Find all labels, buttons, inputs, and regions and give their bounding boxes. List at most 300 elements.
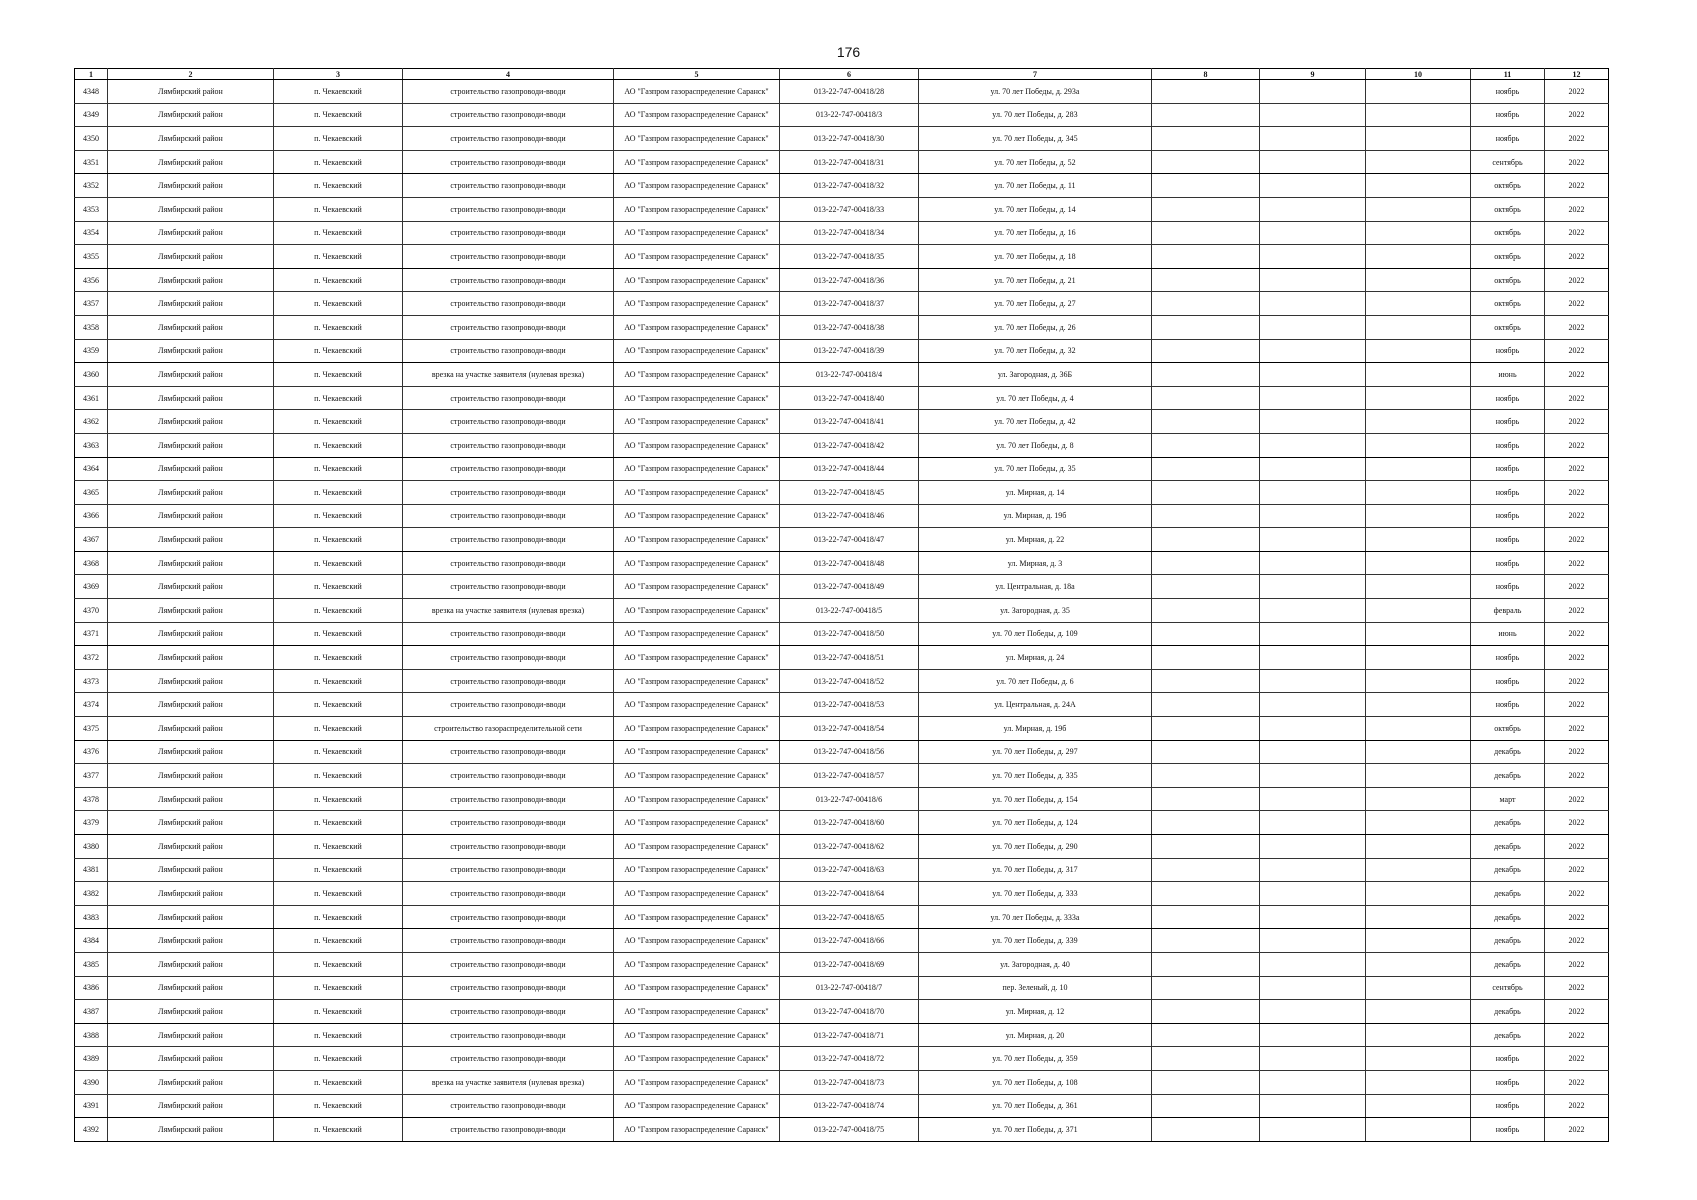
cell-work-type: строительство газопроводи-вводи <box>403 669 614 693</box>
cell-work-type: строительство газопроводи-вводи <box>403 976 614 1000</box>
cell-district: Лямбирский район <box>108 528 274 552</box>
cell-contract-number: 013-22-747-00418/41 <box>780 410 919 434</box>
column-header-4: 4 <box>403 69 614 80</box>
cell-settlement: п. Чекаевский <box>274 80 403 104</box>
cell-col-9 <box>1260 1118 1366 1142</box>
cell-organization: АО "Газпром газораспределение Саранск" <box>614 551 780 575</box>
cell-work-type: строительство газораспределительной сети <box>403 717 614 741</box>
cell-col-8 <box>1152 551 1260 575</box>
cell-col-10 <box>1366 1118 1471 1142</box>
cell-address: ул. 70 лет Победы, д. 333а <box>919 905 1152 929</box>
table-row <box>75 1094 1609 1118</box>
cell-address: ул. Центральная, д. 18а <box>919 575 1152 599</box>
cell-year: 2022 <box>1545 174 1609 198</box>
cell-organization: АО "Газпром газораспределение Саранск" <box>614 575 780 599</box>
cell-settlement: п. Чекаевский <box>274 103 403 127</box>
cell-settlement: п. Чекаевский <box>274 740 403 764</box>
column-header-12: 12 <box>1545 69 1609 80</box>
cell-settlement: п. Чекаевский <box>274 433 403 457</box>
cell-col-10 <box>1366 929 1471 953</box>
cell-organization: АО "Газпром газораспределение Саранск" <box>614 268 780 292</box>
cell-settlement: п. Чекаевский <box>274 575 403 599</box>
cell-organization: АО "Газпром газораспределение Саранск" <box>614 740 780 764</box>
cell-col-8 <box>1152 882 1260 906</box>
cell-row-number: 4353 <box>75 197 108 221</box>
table-row <box>75 575 1609 599</box>
cell-organization: АО "Газпром газораспределение Саранск" <box>614 882 780 906</box>
cell-settlement: п. Чекаевский <box>274 386 403 410</box>
cell-organization: АО "Газпром газораспределение Саранск" <box>614 1047 780 1071</box>
cell-district: Лямбирский район <box>108 292 274 316</box>
cell-year: 2022 <box>1545 103 1609 127</box>
cell-contract-number: 013-22-747-00418/32 <box>780 174 919 198</box>
cell-col-8 <box>1152 363 1260 387</box>
cell-address: ул. Мирная, д. 22 <box>919 528 1152 552</box>
cell-col-10 <box>1366 1000 1471 1024</box>
cell-organization: АО "Газпром газораспределение Саранск" <box>614 245 780 269</box>
cell-col-10 <box>1366 976 1471 1000</box>
cell-month: февраль <box>1471 599 1545 623</box>
cell-settlement: п. Чекаевский <box>274 245 403 269</box>
cell-col-10 <box>1366 433 1471 457</box>
cell-address: ул. 70 лет Победы, д. 317 <box>919 858 1152 882</box>
cell-contract-number: 013-22-747-00418/36 <box>780 268 919 292</box>
cell-contract-number: 013-22-747-00418/53 <box>780 693 919 717</box>
cell-contract-number: 013-22-747-00418/75 <box>780 1118 919 1142</box>
cell-settlement: п. Чекаевский <box>274 174 403 198</box>
table-row <box>75 481 1609 505</box>
cell-row-number: 4383 <box>75 905 108 929</box>
cell-col-10 <box>1366 669 1471 693</box>
cell-col-9 <box>1260 551 1366 575</box>
cell-year: 2022 <box>1545 221 1609 245</box>
cell-contract-number: 013-22-747-00418/39 <box>780 339 919 363</box>
cell-row-number: 4357 <box>75 292 108 316</box>
cell-district: Лямбирский район <box>108 433 274 457</box>
cell-district: Лямбирский район <box>108 622 274 646</box>
cell-col-9 <box>1260 504 1366 528</box>
cell-organization: АО "Газпром газораспределение Саранск" <box>614 1094 780 1118</box>
cell-row-number: 4371 <box>75 622 108 646</box>
cell-address: ул. 70 лет Победы, д. 109 <box>919 622 1152 646</box>
cell-month: декабрь <box>1471 952 1545 976</box>
cell-address: ул. 70 лет Победы, д. 297 <box>919 740 1152 764</box>
cell-col-9 <box>1260 150 1366 174</box>
cell-month: ноябрь <box>1471 433 1545 457</box>
cell-year: 2022 <box>1545 858 1609 882</box>
cell-work-type: строительство газопроводи-вводи <box>403 457 614 481</box>
cell-work-type: врезка на участке заявителя (нулевая врезка) <box>403 599 614 623</box>
cell-month: июнь <box>1471 363 1545 387</box>
cell-col-9 <box>1260 386 1366 410</box>
cell-row-number: 4386 <box>75 976 108 1000</box>
cell-row-number: 4369 <box>75 575 108 599</box>
cell-district: Лямбирский район <box>108 669 274 693</box>
cell-contract-number: 013-22-747-00418/30 <box>780 127 919 151</box>
cell-address: ул. 70 лет Победы, д. 371 <box>919 1118 1152 1142</box>
table-row <box>75 528 1609 552</box>
cell-settlement: п. Чекаевский <box>274 976 403 1000</box>
cell-contract-number: 013-22-747-00418/38 <box>780 315 919 339</box>
cell-organization: АО "Газпром газораспределение Саранск" <box>614 905 780 929</box>
cell-col-10 <box>1366 339 1471 363</box>
cell-contract-number: 013-22-747-00418/5 <box>780 599 919 623</box>
cell-col-10 <box>1366 103 1471 127</box>
cell-row-number: 4382 <box>75 882 108 906</box>
cell-address: ул. Мирная, д. 3 <box>919 551 1152 575</box>
cell-district: Лямбирский район <box>108 905 274 929</box>
cell-year: 2022 <box>1545 339 1609 363</box>
cell-settlement: п. Чекаевский <box>274 717 403 741</box>
cell-year: 2022 <box>1545 1118 1609 1142</box>
table-row <box>75 410 1609 434</box>
cell-settlement: п. Чекаевский <box>274 268 403 292</box>
cell-col-10 <box>1366 905 1471 929</box>
cell-month: октябрь <box>1471 197 1545 221</box>
cell-year: 2022 <box>1545 1047 1609 1071</box>
cell-col-8 <box>1152 693 1260 717</box>
cell-col-9 <box>1260 457 1366 481</box>
cell-address: ул. 70 лет Победы, д. 27 <box>919 292 1152 316</box>
cell-year: 2022 <box>1545 952 1609 976</box>
cell-work-type: строительство газопроводи-вводи <box>403 1047 614 1071</box>
cell-district: Лямбирский район <box>108 363 274 387</box>
cell-organization: АО "Газпром газораспределение Саранск" <box>614 764 780 788</box>
cell-contract-number: 013-22-747-00418/4 <box>780 363 919 387</box>
cell-month: декабрь <box>1471 882 1545 906</box>
cell-district: Лямбирский район <box>108 386 274 410</box>
cell-col-10 <box>1366 197 1471 221</box>
cell-col-9 <box>1260 952 1366 976</box>
cell-contract-number: 013-22-747-00418/50 <box>780 622 919 646</box>
cell-col-8 <box>1152 1000 1260 1024</box>
column-header-11: 11 <box>1471 69 1545 80</box>
cell-month: декабрь <box>1471 1000 1545 1024</box>
cell-contract-number: 013-22-747-00418/45 <box>780 481 919 505</box>
table-row <box>75 339 1609 363</box>
cell-month: сентябрь <box>1471 150 1545 174</box>
cell-col-10 <box>1366 504 1471 528</box>
cell-row-number: 4389 <box>75 1047 108 1071</box>
table-body <box>75 80 1609 1142</box>
cell-contract-number: 013-22-747-00418/34 <box>780 221 919 245</box>
cell-col-10 <box>1366 764 1471 788</box>
cell-year: 2022 <box>1545 811 1609 835</box>
cell-contract-number: 013-22-747-00418/28 <box>780 80 919 104</box>
cell-col-8 <box>1152 717 1260 741</box>
cell-month: ноябрь <box>1471 646 1545 670</box>
cell-month: декабрь <box>1471 764 1545 788</box>
register-table <box>74 68 1609 1142</box>
table-row <box>75 929 1609 953</box>
cell-col-9 <box>1260 599 1366 623</box>
cell-row-number: 4350 <box>75 127 108 151</box>
cell-work-type: строительство газопроводи-вводи <box>403 1000 614 1024</box>
cell-col-8 <box>1152 528 1260 552</box>
cell-col-10 <box>1366 646 1471 670</box>
cell-settlement: п. Чекаевский <box>274 457 403 481</box>
cell-district: Лямбирский район <box>108 1047 274 1071</box>
cell-work-type: строительство газопроводи-вводи <box>403 150 614 174</box>
cell-address: ул. 70 лет Победы, д. 339 <box>919 929 1152 953</box>
cell-address: ул. 70 лет Победы, д. 4 <box>919 386 1152 410</box>
cell-work-type: строительство газопроводи-вводи <box>403 693 614 717</box>
cell-year: 2022 <box>1545 410 1609 434</box>
cell-contract-number: 013-22-747-00418/46 <box>780 504 919 528</box>
cell-col-8 <box>1152 174 1260 198</box>
cell-settlement: п. Чекаевский <box>274 1094 403 1118</box>
table-row <box>75 717 1609 741</box>
cell-col-8 <box>1152 150 1260 174</box>
cell-col-8 <box>1152 197 1260 221</box>
cell-contract-number: 013-22-747-00418/63 <box>780 858 919 882</box>
cell-work-type: строительство газопроводи-вводи <box>403 127 614 151</box>
cell-col-8 <box>1152 1118 1260 1142</box>
cell-settlement: п. Чекаевский <box>274 221 403 245</box>
cell-district: Лямбирский район <box>108 80 274 104</box>
cell-contract-number: 013-22-747-00418/49 <box>780 575 919 599</box>
cell-col-8 <box>1152 127 1260 151</box>
column-header-3: 3 <box>274 69 403 80</box>
cell-organization: АО "Газпром газораспределение Саранск" <box>614 150 780 174</box>
cell-contract-number: 013-22-747-00418/51 <box>780 646 919 670</box>
cell-month: ноябрь <box>1471 1047 1545 1071</box>
cell-district: Лямбирский район <box>108 504 274 528</box>
cell-district: Лямбирский район <box>108 339 274 363</box>
cell-year: 2022 <box>1545 315 1609 339</box>
cell-col-8 <box>1152 221 1260 245</box>
cell-col-8 <box>1152 245 1260 269</box>
cell-year: 2022 <box>1545 575 1609 599</box>
cell-district: Лямбирский район <box>108 174 274 198</box>
cell-settlement: п. Чекаевский <box>274 528 403 552</box>
cell-col-9 <box>1260 433 1366 457</box>
cell-organization: АО "Газпром газораспределение Саранск" <box>614 386 780 410</box>
cell-organization: АО "Газпром газораспределение Саранск" <box>614 127 780 151</box>
cell-work-type: строительство газопроводи-вводи <box>403 929 614 953</box>
cell-work-type: строительство газопроводи-вводи <box>403 410 614 434</box>
page-number: 176 <box>836 44 861 60</box>
cell-address: ул. 70 лет Победы, д. 335 <box>919 764 1152 788</box>
cell-district: Лямбирский район <box>108 268 274 292</box>
table-row <box>75 952 1609 976</box>
cell-organization: АО "Газпром газораспределение Саранск" <box>614 1023 780 1047</box>
cell-address: ул. Мирная, д. 14 <box>919 481 1152 505</box>
cell-col-9 <box>1260 315 1366 339</box>
cell-organization: АО "Газпром газораспределение Саранск" <box>614 481 780 505</box>
table-row <box>75 1047 1609 1071</box>
column-header-7: 7 <box>919 69 1152 80</box>
cell-organization: АО "Газпром газораспределение Саранск" <box>614 315 780 339</box>
cell-address: ул. Мирная, д. 19б <box>919 504 1152 528</box>
cell-col-10 <box>1366 599 1471 623</box>
column-header-2: 2 <box>108 69 274 80</box>
cell-col-9 <box>1260 976 1366 1000</box>
cell-year: 2022 <box>1545 504 1609 528</box>
cell-month: декабрь <box>1471 905 1545 929</box>
cell-settlement: п. Чекаевский <box>274 504 403 528</box>
cell-year: 2022 <box>1545 717 1609 741</box>
cell-col-8 <box>1152 622 1260 646</box>
cell-row-number: 4379 <box>75 811 108 835</box>
cell-address: пер. Зеленый, д. 10 <box>919 976 1152 1000</box>
cell-row-number: 4388 <box>75 1023 108 1047</box>
cell-row-number: 4359 <box>75 339 108 363</box>
cell-col-10 <box>1366 1047 1471 1071</box>
cell-address: ул. 70 лет Победы, д. 16 <box>919 221 1152 245</box>
cell-district: Лямбирский район <box>108 197 274 221</box>
cell-month: декабрь <box>1471 929 1545 953</box>
cell-work-type: строительство газопроводи-вводи <box>403 882 614 906</box>
cell-year: 2022 <box>1545 693 1609 717</box>
cell-col-9 <box>1260 693 1366 717</box>
cell-month: ноябрь <box>1471 1070 1545 1094</box>
table-row <box>75 80 1609 104</box>
cell-organization: АО "Газпром газораспределение Саранск" <box>614 646 780 670</box>
cell-work-type: врезка на участке заявителя (нулевая врезка) <box>403 363 614 387</box>
cell-settlement: п. Чекаевский <box>274 599 403 623</box>
cell-district: Лямбирский район <box>108 787 274 811</box>
cell-address: ул. Мирная, д. 24 <box>919 646 1152 670</box>
cell-month: октябрь <box>1471 717 1545 741</box>
cell-col-8 <box>1152 811 1260 835</box>
cell-col-8 <box>1152 410 1260 434</box>
cell-settlement: п. Чекаевский <box>274 292 403 316</box>
cell-col-9 <box>1260 221 1366 245</box>
cell-col-8 <box>1152 669 1260 693</box>
table-row <box>75 504 1609 528</box>
cell-work-type: строительство газопроводи-вводи <box>403 764 614 788</box>
cell-row-number: 4391 <box>75 1094 108 1118</box>
cell-row-number: 4384 <box>75 929 108 953</box>
cell-col-10 <box>1366 858 1471 882</box>
cell-address: ул. 70 лет Победы, д. 42 <box>919 410 1152 434</box>
cell-col-9 <box>1260 740 1366 764</box>
table-row <box>75 127 1609 151</box>
cell-contract-number: 013-22-747-00418/60 <box>780 811 919 835</box>
cell-year: 2022 <box>1545 457 1609 481</box>
cell-address: ул. 70 лет Победы, д. 345 <box>919 127 1152 151</box>
cell-address: ул. Загородная, д. 35 <box>919 599 1152 623</box>
cell-month: ноябрь <box>1471 669 1545 693</box>
cell-col-9 <box>1260 1000 1366 1024</box>
table-row <box>75 1000 1609 1024</box>
cell-address: ул. Мирная, д. 20 <box>919 1023 1152 1047</box>
cell-district: Лямбирский район <box>108 1094 274 1118</box>
cell-work-type: строительство газопроводи-вводи <box>403 80 614 104</box>
cell-month: декабрь <box>1471 1023 1545 1047</box>
cell-year: 2022 <box>1545 622 1609 646</box>
cell-col-8 <box>1152 835 1260 859</box>
cell-col-10 <box>1366 127 1471 151</box>
cell-month: ноябрь <box>1471 528 1545 552</box>
cell-address: ул. Центральная, д. 24А <box>919 693 1152 717</box>
cell-year: 2022 <box>1545 292 1609 316</box>
cell-col-8 <box>1152 1047 1260 1071</box>
cell-contract-number: 013-22-747-00418/69 <box>780 952 919 976</box>
cell-year: 2022 <box>1545 669 1609 693</box>
cell-contract-number: 013-22-747-00418/48 <box>780 551 919 575</box>
cell-month: ноябрь <box>1471 127 1545 151</box>
cell-row-number: 4354 <box>75 221 108 245</box>
cell-col-9 <box>1260 481 1366 505</box>
cell-organization: АО "Газпром газораспределение Саранск" <box>614 693 780 717</box>
cell-address: ул. 70 лет Победы, д. 283 <box>919 103 1152 127</box>
cell-row-number: 4351 <box>75 150 108 174</box>
cell-district: Лямбирский район <box>108 481 274 505</box>
cell-month: ноябрь <box>1471 386 1545 410</box>
cell-col-9 <box>1260 622 1366 646</box>
cell-address: ул. 70 лет Победы, д. 52 <box>919 150 1152 174</box>
cell-col-8 <box>1152 481 1260 505</box>
cell-month: ноябрь <box>1471 481 1545 505</box>
cell-work-type: строительство газопроводи-вводи <box>403 811 614 835</box>
cell-settlement: п. Чекаевский <box>274 1070 403 1094</box>
table-row <box>75 363 1609 387</box>
cell-col-9 <box>1260 1023 1366 1047</box>
cell-organization: АО "Газпром газораспределение Саранск" <box>614 1118 780 1142</box>
cell-month: июнь <box>1471 622 1545 646</box>
table-row <box>75 1070 1609 1094</box>
cell-organization: АО "Газпром газораспределение Саранск" <box>614 433 780 457</box>
cell-col-9 <box>1260 1094 1366 1118</box>
cell-col-9 <box>1260 363 1366 387</box>
cell-row-number: 4387 <box>75 1000 108 1024</box>
cell-work-type: строительство газопроводи-вводи <box>403 1094 614 1118</box>
cell-year: 2022 <box>1545 835 1609 859</box>
cell-work-type: строительство газопроводи-вводи <box>403 858 614 882</box>
cell-address: ул. 70 лет Победы, д. 14 <box>919 197 1152 221</box>
cell-settlement: п. Чекаевский <box>274 622 403 646</box>
table-row <box>75 245 1609 269</box>
cell-row-number: 4392 <box>75 1118 108 1142</box>
cell-row-number: 4355 <box>75 245 108 269</box>
cell-col-9 <box>1260 410 1366 434</box>
cell-row-number: 4363 <box>75 433 108 457</box>
cell-settlement: п. Чекаевский <box>274 481 403 505</box>
cell-settlement: п. Чекаевский <box>274 764 403 788</box>
cell-organization: АО "Газпром газораспределение Саранск" <box>614 952 780 976</box>
cell-contract-number: 013-22-747-00418/42 <box>780 433 919 457</box>
cell-contract-number: 013-22-747-00418/64 <box>780 882 919 906</box>
cell-col-10 <box>1366 386 1471 410</box>
cell-col-9 <box>1260 835 1366 859</box>
cell-settlement: п. Чекаевский <box>274 551 403 575</box>
cell-year: 2022 <box>1545 481 1609 505</box>
cell-col-9 <box>1260 764 1366 788</box>
cell-col-10 <box>1366 575 1471 599</box>
cell-row-number: 4375 <box>75 717 108 741</box>
table-row <box>75 457 1609 481</box>
cell-row-number: 4352 <box>75 174 108 198</box>
cell-col-10 <box>1366 1023 1471 1047</box>
cell-col-9 <box>1260 127 1366 151</box>
cell-address: ул. 70 лет Победы, д. 11 <box>919 174 1152 198</box>
cell-organization: АО "Газпром газораспределение Саранск" <box>614 929 780 953</box>
cell-settlement: п. Чекаевский <box>274 1023 403 1047</box>
cell-col-10 <box>1366 952 1471 976</box>
cell-district: Лямбирский район <box>108 976 274 1000</box>
cell-year: 2022 <box>1545 528 1609 552</box>
cell-row-number: 4380 <box>75 835 108 859</box>
cell-work-type: строительство газопроводи-вводи <box>403 221 614 245</box>
cell-month: ноябрь <box>1471 457 1545 481</box>
cell-year: 2022 <box>1545 433 1609 457</box>
cell-row-number: 4367 <box>75 528 108 552</box>
cell-col-10 <box>1366 528 1471 552</box>
cell-contract-number: 013-22-747-00418/65 <box>780 905 919 929</box>
cell-organization: АО "Газпром газораспределение Саранск" <box>614 457 780 481</box>
